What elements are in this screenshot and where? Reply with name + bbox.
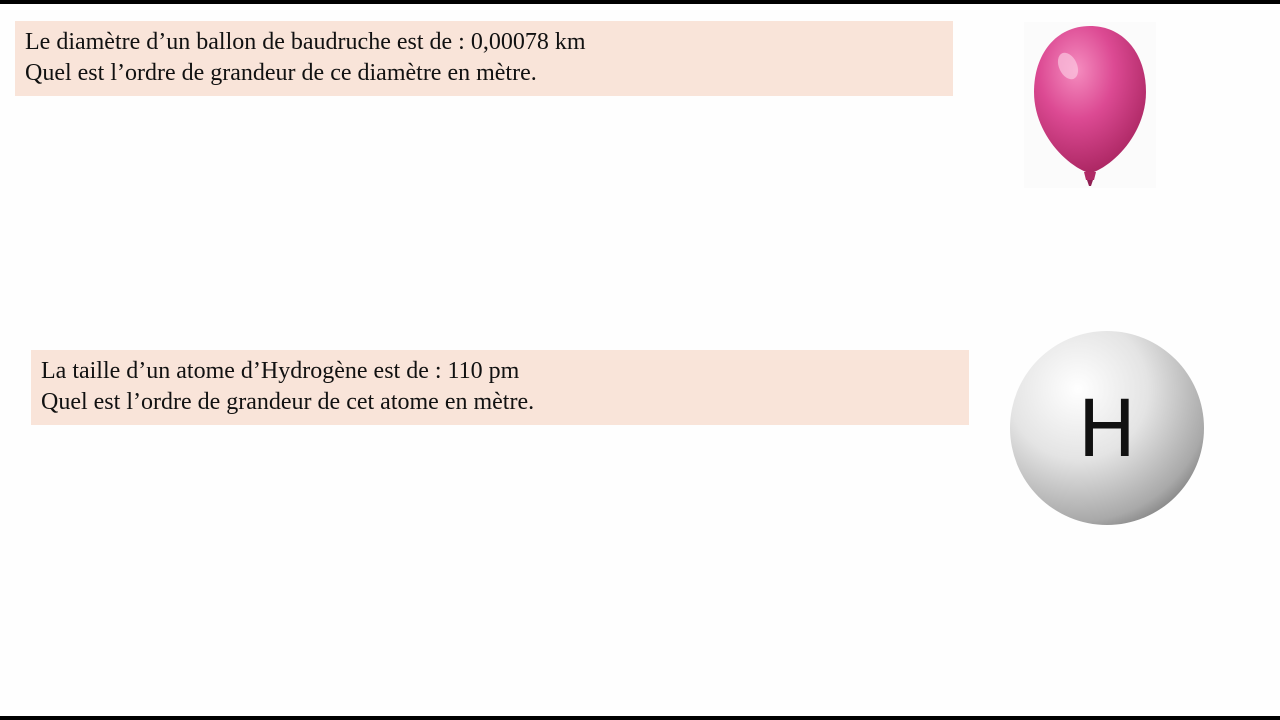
question-hydrogen-statement: La taille d’un atome d’Hydrogène est de : 110 pm [41,358,520,384]
balloon-icon [1024,22,1156,188]
question-balloon-statement: Le diamètre d’un ballon de baudruche est de : 0,00078 km [25,29,586,55]
hydrogen-atom-illustration [1000,322,1215,534]
atom-symbol: H [1077,385,1137,475]
question-hydrogen-prompt: Quel est l’ordre de grandeur de cet atome en mètre. [41,389,535,415]
balloon-illustration [1024,22,1156,188]
question-hydrogen [31,350,969,425]
hydrogen-atom-icon [1000,322,1215,534]
question-balloon [15,21,953,96]
question-balloon-prompt: Quel est l’ordre de grandeur de ce diamètre en mètre. [25,60,537,86]
